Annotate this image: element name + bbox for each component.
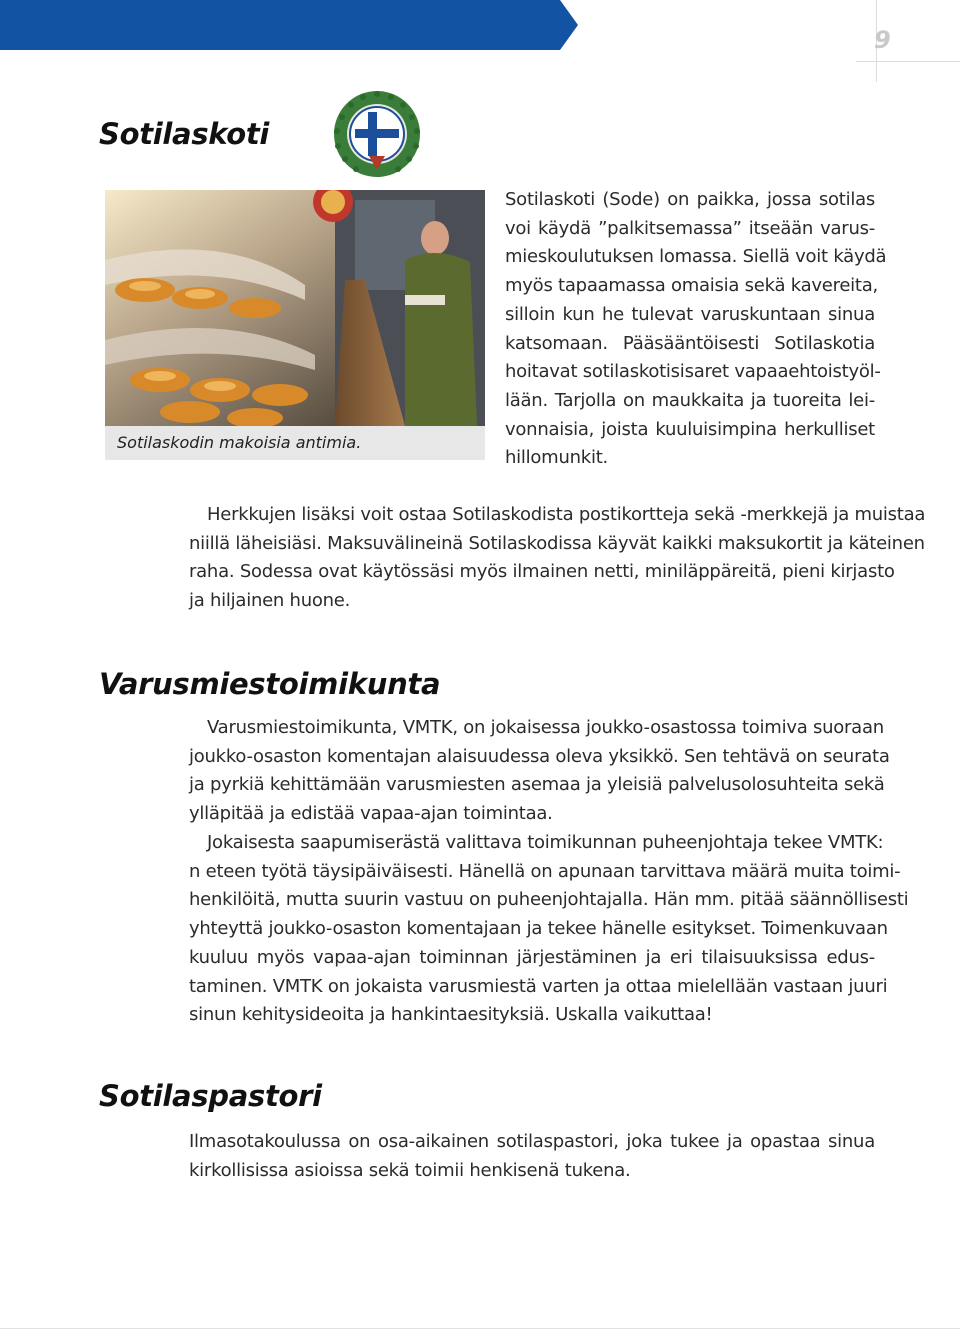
text-line: henkilöitä, mutta suurin vastuu on puheenjohtajalla. Hän mm. pitää säännöllisesti xyxy=(189,889,909,911)
text-line: niillä läheisiäsi. Maksuvälineinä Sotilaskodissa käyvät kaikki maksukortit ja käteinen xyxy=(189,532,925,554)
page-number: 9 xyxy=(874,26,891,54)
sotilaskoti-body xyxy=(189,501,926,616)
text-line: ja hiljainen huone. xyxy=(189,590,351,612)
text-line: voi käydä ”palkitsemassa” itseään varus- xyxy=(505,217,875,239)
varusmiestoimikunta-paragraph-2 xyxy=(189,829,909,1030)
sotilaskoti-emblem-icon xyxy=(333,90,421,178)
text-line: raha. Sodessa ovat käytössäsi myös ilmainen netti, miniläppäreitä, pieni kirjasto xyxy=(189,561,895,583)
bottom-rule xyxy=(0,1328,960,1329)
text-line: kuuluu myös vapaa-ajan toiminnan järjestäminen ja eri tilaisuuksissa edus- xyxy=(189,946,875,968)
photo-caption: Sotilaskodin makoisia antimia. xyxy=(117,433,362,452)
text-line: vonnaisia, joista kuuluisimpina herkulliset xyxy=(505,418,875,440)
photo-cafeteria-image xyxy=(105,190,485,426)
section-title-sotilaspastori: Sotilaspastori xyxy=(99,1079,322,1113)
text-line: taminen. VMTK on jokaista varusmiestä varten ja ottaa mielellään vastaan juuri xyxy=(189,975,888,997)
text-line: myös tapaamassa omaisia sekä kavereita, xyxy=(505,275,878,297)
photo-cafeteria xyxy=(105,190,485,460)
text-line: joukko-osaston komentajan alaisuudessa oleva yksikkö. Sen tehtävä on seurata xyxy=(189,745,890,767)
text-line: mieskoulutuksen lomassa. Siellä voit käydä xyxy=(505,246,887,268)
text-line: Jokaisesta saapumiserästä valittava toimikunnan puheenjohtaja tekee VMTK: xyxy=(207,832,884,853)
varusmiestoimikunta-paragraph-1 xyxy=(189,714,890,829)
text-line: hillomunkit. xyxy=(505,447,608,469)
text-line: Sotilaskoti (Sode) on paikka, jossa sotilas xyxy=(505,189,875,210)
text-line: ja pyrkiä kehittämään varusmiesten asemaa ja yleisiä palvelusolosuhteita sekä xyxy=(189,774,885,796)
text-line: n eteen työtä täysipäiväisesti. Hänellä on apunaan tarvittava määrä muita toimi- xyxy=(189,860,901,882)
text-line: Ilmasotakoulussa on osa-aikainen sotilaspastori, joka tukee ja opastaa sinua xyxy=(189,1131,875,1152)
text-line: sinun kehitysideoita ja hankintaesityksiä. Uskalla vaikuttaa! xyxy=(189,1004,713,1026)
section-title-sotilaskoti: Sotilaskoti xyxy=(99,117,270,151)
text-line: katsomaan. Pääsääntöisesti Sotilaskotia xyxy=(505,332,875,354)
text-line: lään. Tarjolla on maukkaita ja tuoreita lei- xyxy=(505,389,875,411)
text-line: yhteyttä joukko-osaston komentajaan ja tekee hänelle esitykset. Toimenkuvaan xyxy=(189,918,888,940)
section-title-varusmiestoimikunta: Varusmiestoimikunta xyxy=(99,667,441,701)
text-line: ylläpitää ja edistää vapaa-ajan toimintaa. xyxy=(189,803,553,825)
text-line: Herkkujen lisäksi voit ostaa Sotilaskodista postikortteja sekä -merkkejä ja muistaa xyxy=(207,504,926,525)
text-line: Varusmiestoimikunta, VMTK, on jokaisessa joukko-osastossa toimiva suoraan xyxy=(207,717,884,738)
text-line: hoitavat sotilaskotisisaret vapaaehtoistyöl- xyxy=(505,361,881,383)
header-band xyxy=(0,0,578,50)
corner-rule-horizontal xyxy=(856,61,960,62)
text-line: silloin kun he tulevat varuskuntaan sinua xyxy=(505,303,875,325)
sotilaspastori-body xyxy=(189,1128,875,1185)
sotilaskoti-intro xyxy=(505,186,887,473)
text-line: kirkollisissa asioissa sekä toimii henkisenä tukena. xyxy=(189,1159,631,1181)
